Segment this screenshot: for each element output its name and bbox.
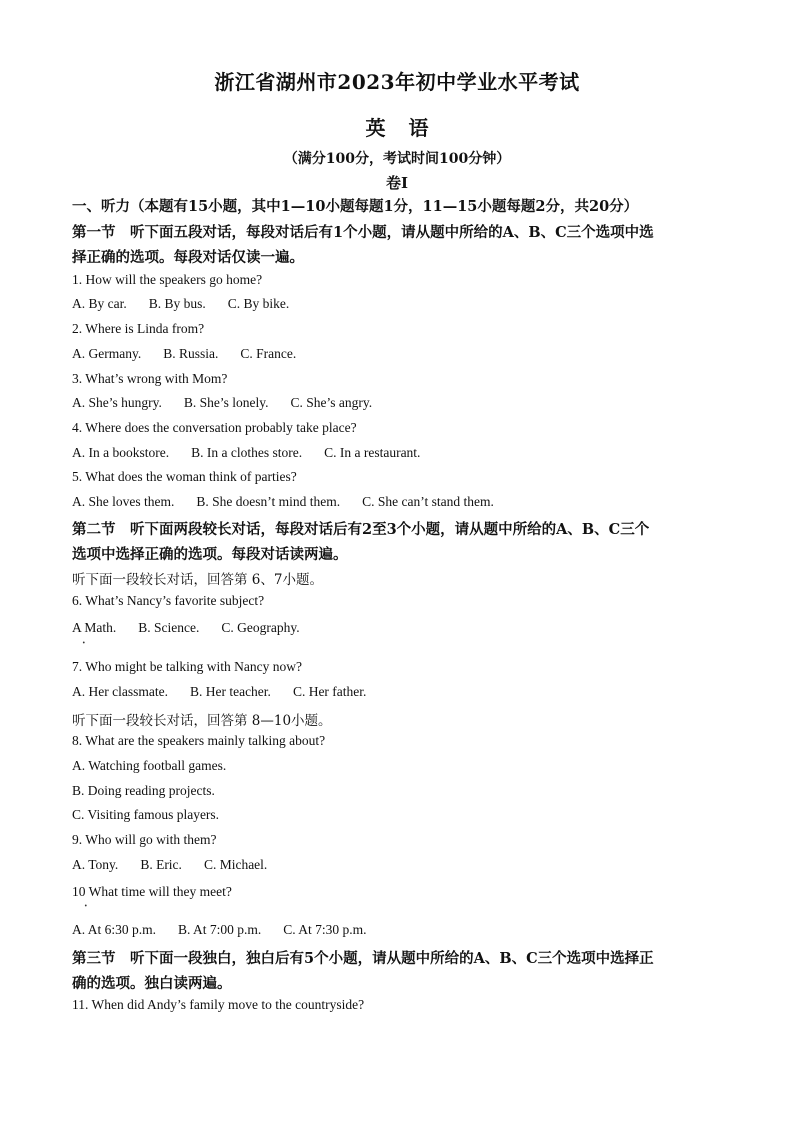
question-7-options — [72, 684, 732, 700]
subject-heading: 英 语 — [365, 116, 429, 140]
option-b: B. She’s lonely. — [183, 395, 269, 410]
option-c: C. Michael. — [203, 857, 268, 872]
exam-title: 浙江省湖州市2023年初中学业水平考试 — [214, 70, 580, 94]
option-c: C. By bike. — [227, 296, 290, 311]
option-a: A. She loves them. — [72, 494, 175, 509]
section1-instruction-cont: 择正确的选项。每段对话仅读一遍。 — [72, 249, 304, 266]
question-10-options — [72, 922, 732, 938]
option-b: B. Eric. — [140, 857, 182, 872]
question-7: 7. Who might be talking with Nancy now? — [72, 659, 302, 674]
option-b: B. Science. — [138, 620, 200, 635]
exam-note: （满分100分，考试时间100分钟） — [283, 151, 511, 167]
option-a: A. Germany. — [72, 346, 142, 361]
option-a: A Math. — [72, 620, 117, 635]
section2-instruction: 第二节 听下面两段较长对话，每段对话后有2至3个小题，请从题中所给的A、B、C三个 — [72, 521, 650, 538]
option-c: C. Geography. — [221, 620, 300, 635]
option-b: B. At 7:00 p.m. — [178, 922, 262, 937]
option-c: C. She can’t stand them. — [362, 494, 494, 509]
question-10: 10 What time will they meet? — [72, 884, 232, 899]
option-a: A. Her classmate. — [72, 684, 168, 699]
question-8-option-c: C. Visiting famous players. — [72, 807, 220, 822]
question-8: 8. What are the speakers mainly talking about? — [72, 733, 326, 748]
option-c: C. In a restaurant. — [324, 445, 421, 460]
dialogue-instruction-6-7: 听下面一段较长对话，回答第 6、7小题。 — [72, 572, 323, 588]
question-4-options — [72, 445, 732, 461]
option-a: A. By car. — [72, 296, 127, 311]
option-a: A. At 6:30 p.m. — [72, 922, 157, 937]
dialogue-instruction-8-10: 听下面一段较长对话，回答第 8—10小题。 — [72, 713, 332, 729]
stray-dot: • — [84, 903, 88, 910]
option-b: B. In a clothes store. — [191, 445, 303, 460]
question-4: 4. Where does the conversation probably take place? — [72, 420, 357, 435]
question-8-option-b: B. Doing reading projects. — [72, 783, 215, 798]
question-3-options — [72, 395, 732, 411]
option-a: A. Tony. — [72, 857, 119, 872]
stray-dot: • — [82, 640, 86, 647]
option-b: B. Her teacher. — [189, 684, 271, 699]
option-c: C. She’s angry. — [290, 395, 373, 410]
option-b: B. She doesn’t mind them. — [196, 494, 341, 509]
option-c: C. France. — [240, 346, 297, 361]
section3-instruction: 第三节 听下面一段独白，独白后有5个小题，请从题中所给的A、B、C三个选项中选择正 — [72, 950, 654, 967]
section1-instruction: 第一节 听下面五段对话，每段对话后有1个小题，请从题中所给的A、B、C三个选项中选 — [72, 224, 654, 241]
option-a: A. She’s hungry. — [72, 395, 162, 410]
option-b: B. Russia. — [163, 346, 219, 361]
question-8-option-a: A. Watching football games. — [72, 758, 227, 773]
question-9-options — [72, 857, 732, 873]
question-11: 11. When did Andy’s family move to the countryside? — [72, 997, 365, 1012]
option-c: C. Her father. — [292, 684, 367, 699]
section2-instruction-cont: 选项中选择正确的选项。每段对话读两遍。 — [72, 546, 348, 563]
question-5: 5. What does the woman think of parties? — [72, 469, 297, 484]
option-c: C. At 7:30 p.m. — [283, 922, 367, 937]
volume-label: 卷Ⅰ — [385, 174, 409, 192]
question-9: 9. Who will go with them? — [72, 832, 217, 847]
question-1-options — [72, 296, 732, 312]
question-1: 1. How will the speakers go home? — [72, 272, 263, 287]
question-6: 6. What’s Nancy’s favorite subject? — [72, 593, 265, 608]
section3-instruction-cont: 确的选项。独白读两遍。 — [72, 975, 232, 992]
part-heading: 一、听力（本题有15小题，其中1—10小题每题1分，11—15小题每题2分，共20分） — [72, 198, 639, 215]
option-b: B. By bus. — [148, 296, 206, 311]
question-3: 3. What’s wrong with Mom? — [72, 371, 228, 386]
option-a: A. In a bookstore. — [72, 445, 170, 460]
question-2: 2. Where is Linda from? — [72, 321, 205, 336]
question-5-options — [72, 494, 732, 510]
question-2-options — [72, 346, 732, 362]
question-6-options — [72, 620, 732, 636]
